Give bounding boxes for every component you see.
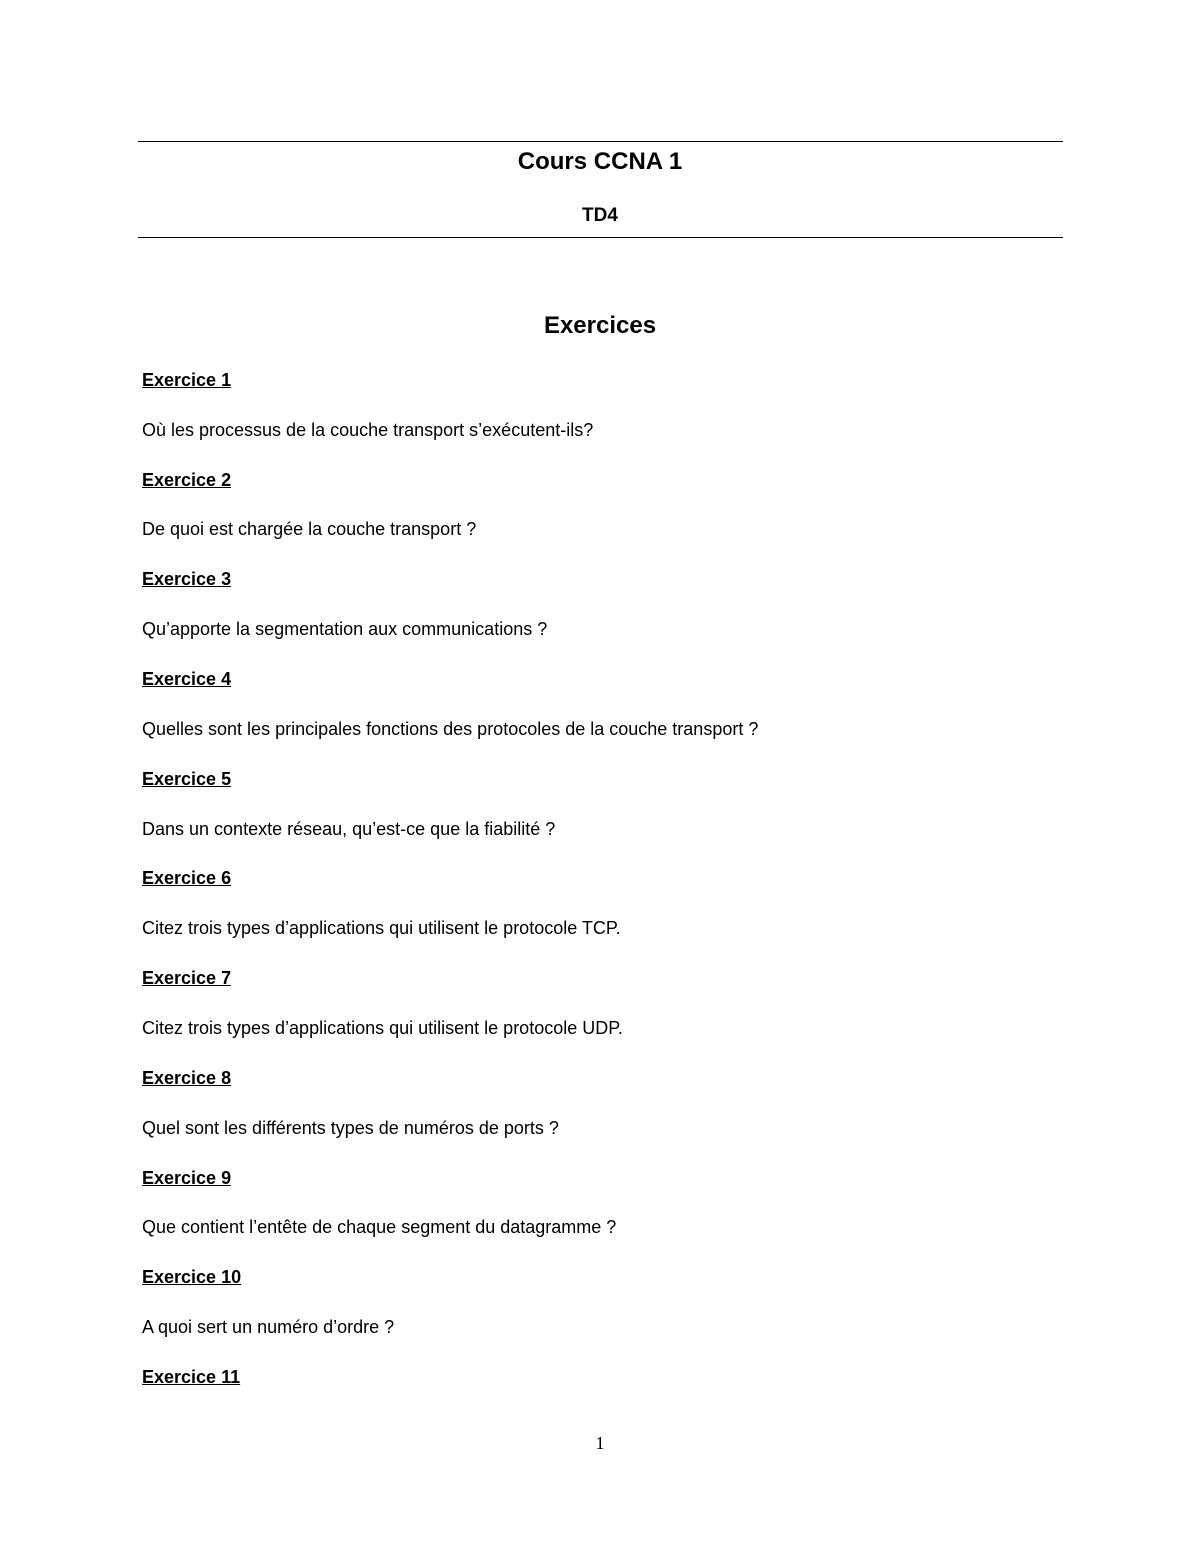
exercise-label: Exercice 4 [142,669,232,690]
exercise-question: Citez trois types d’applications qui utilisent le protocole UDP. [142,1017,623,1038]
exercise-label: Exercice 8 [142,1067,232,1088]
exercise-label: Exercice 10 [142,1267,242,1288]
td-title: TD4 [582,205,618,226]
exercise-question: Dans un contexte réseau, qu’est-ce que la fiabilité ? [142,818,556,839]
exercise-item [142,668,1042,768]
exercise-item [142,469,1042,569]
exercise-label: Exercice 9 [142,1167,232,1188]
exercise-label: Exercice 6 [142,868,232,889]
exercise-question: Citez trois types d’applications qui utilisent le protocole TCP. [142,918,621,939]
exercise-label: Exercice 7 [142,968,232,989]
exercise-question: Qu’apporte la segmentation aux communications ? [142,619,548,640]
exercise-question: Où les processus de la couche transport s’exécutent-ils? [142,419,594,440]
exercise-item [142,369,1042,469]
exercise-question: Quelles sont les principales fonctions des protocoles de la couche transport ? [142,718,759,739]
header-bottom-rule [138,237,1063,238]
exercise-item [142,768,1042,868]
exercise-label: Exercice 1 [142,370,232,390]
exercise-label: Exercice 2 [142,469,232,490]
exercise-item [142,1167,1042,1267]
exercise-label: Exercice 11 [142,1366,241,1387]
header-top-rule [138,141,1063,142]
exercise-question: A quoi sert un numéro d’ordre ? [142,1316,395,1337]
exercise-question: De quoi est chargée la couche transport ? [142,519,477,540]
exercise-label: Exercice 3 [142,569,232,590]
exercise-item [142,568,1042,668]
page-number: 1 [595,1433,605,1453]
section-title: Exercices [543,312,657,339]
exercise-item [142,867,1042,967]
exercise-item [142,967,1042,1067]
exercise-question: Quel sont les différents types de numéros de ports ? [142,1117,559,1138]
exercise-item [142,1266,1042,1366]
exercise-label: Exercice 5 [142,768,232,789]
course-title: Cours CCNA 1 [517,148,683,175]
exercise-item [142,1067,1042,1167]
exercise-question: Que contient l’entête de chaque segment du datagramme ? [142,1217,617,1238]
exercise-list [142,369,1042,1466]
